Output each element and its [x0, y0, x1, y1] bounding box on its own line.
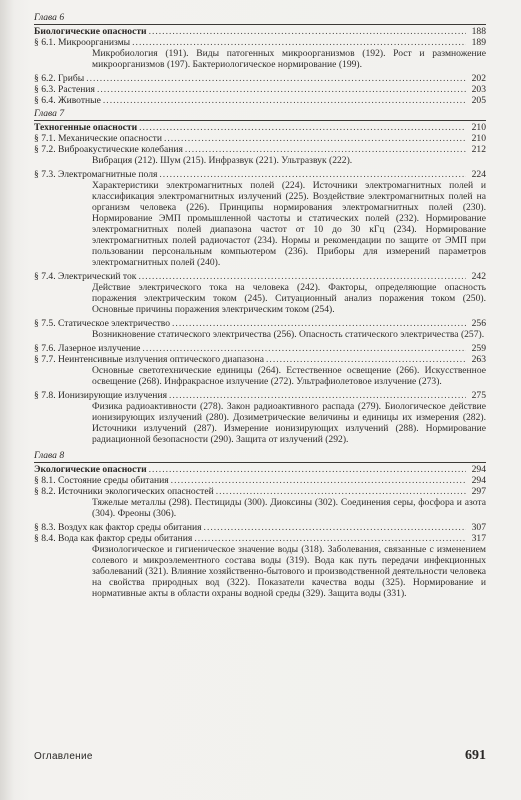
page-ref: 203: [471, 84, 486, 95]
page-ref: 307: [471, 522, 486, 533]
page-ref: 259: [471, 343, 486, 354]
leader-dots: [169, 390, 466, 401]
leader-dots: [132, 37, 466, 48]
divider: [34, 24, 486, 25]
chapter-title: Биологические опасности: [34, 26, 147, 37]
leader-dots: [204, 522, 466, 533]
section-description: Физиологическое и гигиеническое значение воды (318). Заболевания, связанные с изменением солевого и микроэлементного состава воды (319). Вода как путь передачи инфекционных заболеваний (321). Влияние хозяйственно-бытового и производственной деятельности человека на свойства природных вод (322). Показатели качества воды (325). Нормирование и нормативные акты в области охраны водной среды (329). Защита воды (331).: [92, 544, 486, 599]
page-ref: 256: [471, 318, 486, 329]
leader-dots: [142, 343, 466, 354]
leader-dots: [86, 73, 466, 84]
section-row: [34, 486, 486, 497]
page-ref: 189: [471, 37, 486, 48]
section-row: [34, 390, 486, 401]
chapter-label: Глава 6: [34, 12, 65, 23]
section-title: § 7.4. Электрический ток: [34, 271, 137, 282]
section-description: Тяжелые металлы (298). Пестициды (300). Диоксины (302). Соединения серы, фосфора и азота (304). Фреоны (306).: [92, 497, 486, 519]
section-row: [34, 144, 486, 155]
chapter-title: Экологические опасности: [34, 464, 147, 475]
leader-dots: [103, 95, 466, 106]
page-ref: 210: [471, 133, 486, 144]
section-row: [34, 73, 486, 84]
section-title: § 8.1. Состояние среды обитания: [34, 475, 169, 486]
section-row: [34, 354, 486, 365]
chapter-title-row: [34, 26, 486, 37]
section-title: § 8.3. Воздух как фактор среды обитания: [34, 522, 202, 533]
leader-dots: [139, 122, 466, 133]
page-ref: 263: [471, 354, 486, 365]
leader-dots: [149, 464, 466, 475]
chapter-title-row: [34, 464, 486, 475]
chapter-title: Техногенные опасности: [34, 122, 138, 133]
leader-dots: [149, 26, 466, 37]
table-of-contents: [34, 10, 486, 599]
page-ref: 212: [471, 144, 486, 155]
chapter-label: Глава 8: [34, 450, 65, 461]
divider: [34, 120, 486, 121]
section-row: [34, 133, 486, 144]
chapter-label: Глава 7: [34, 108, 65, 119]
section-title: § 6.2. Грибы: [34, 73, 85, 84]
page-ref: 202: [471, 73, 486, 84]
page-ref: 205: [471, 95, 486, 106]
section-row: [34, 84, 486, 95]
page-number: 691: [465, 748, 486, 763]
section-description: Физика радиоактивности (278). Закон радиоактивного распада (279). Биологическое действие ионизирующих излучений (280). Дозиметрические величины и единицы их измерения (282). Источники излучений (287). Измерение ионизирующих излучений (288). Нормирование радиационной безопасности (290). Защита от излучений (292).: [92, 401, 486, 445]
running-footer-label: Оглавление: [34, 751, 93, 762]
section-description: Вибрация (212). Шум (215). Инфразвук (221). Ультразвук (222).: [92, 155, 353, 166]
page-ref: 294: [471, 475, 486, 486]
section-title: § 7.3. Электромагнитные поля: [34, 169, 158, 180]
section-row: [34, 533, 486, 544]
section-row: [34, 475, 486, 486]
page-ref: 294: [471, 464, 486, 475]
leader-dots: [185, 144, 466, 155]
section-row: [34, 37, 486, 48]
leader-dots: [172, 318, 466, 329]
leader-dots: [171, 475, 466, 486]
page-footer: [34, 748, 486, 764]
leader-dots: [159, 169, 466, 180]
section-description: Действие электрического тока на человека (242). Факторы, определяющие опасность поражения электрическим током (245). Ситуационный анализ поражения током (250). Основные причины поражения электрическим током (254).: [92, 282, 486, 315]
section-title: § 8.2. Источники экологических опасностей: [34, 486, 214, 497]
section-description: Характеристики электромагнитных полей (224). Источники электромагнитных полей и классификация электромагнитных излучений (225). Воздействие электромагнитных полей на организм человека (226). Принципы нормирования электромагнитных полей (230). Нормирование ЭМП промышленной частоты и статических полей (232). Нормирование электромагнитных полей диапазона частот от 10 до 30 кГц (234). Нормирование электромагнитных полей радиочастот (234). Нормы и рекомендации по защите от ЭМП при пользовании персональным компьютером (236). Приборы для измерений параметров электромагнитных полей (240).: [92, 180, 486, 268]
page-ref: 224: [471, 169, 486, 180]
leader-dots: [216, 486, 466, 497]
page-ref: 188: [471, 26, 486, 37]
section-title: § 7.7. Неинтенсивные излучения оптического диапазона: [34, 354, 265, 365]
section-row: [34, 271, 486, 282]
leader-dots: [138, 271, 466, 282]
page-ref: 210: [471, 122, 486, 133]
leader-dots: [97, 84, 466, 95]
section-description: Основные светотехнические единицы (264). Естественное освещение (266). Искусственное освещение (268). Инфракрасное излучение (272). Ультрафиолетовое излучение (273).: [92, 365, 486, 387]
section-row: [34, 95, 486, 106]
page-ref: 297: [471, 486, 486, 497]
section-title: § 8.4. Вода как фактор среды обитания: [34, 533, 193, 544]
section-description: Возникновение статического электричества (256). Опасность статического электричества (257).: [92, 329, 485, 340]
section-title: § 7.2. Виброакустические колебания: [34, 144, 183, 155]
section-row: [34, 343, 486, 354]
section-row: [34, 522, 486, 533]
chapter-title-row: [34, 122, 486, 133]
divider: [34, 462, 486, 463]
section-title: § 7.5. Статическое электричество: [34, 318, 171, 329]
section-title: § 7.6. Лазерное излучение: [34, 343, 141, 354]
section-row: [34, 318, 486, 329]
leader-dots: [164, 133, 466, 144]
leader-dots: [266, 354, 466, 365]
section-title: § 6.3. Растения: [34, 84, 95, 95]
leader-dots: [194, 533, 466, 544]
page-ref: 242: [471, 271, 486, 282]
section-title: § 7.8. Ионизирующие излучения: [34, 390, 167, 401]
section-title: § 6.1. Микроорганизмы: [34, 37, 131, 48]
section-title: § 6.4. Животные: [34, 95, 101, 106]
section-title: § 7.1. Механические опасности: [34, 133, 162, 144]
section-description: Микробиология (191). Виды патогенных микроорганизмов (192). Рост и размножение микроорганизмов (197). Бактериологическое нормирование (199).: [92, 48, 486, 70]
section-row: [34, 169, 486, 180]
page-ref: 275: [471, 390, 486, 401]
page-ref: 317: [471, 533, 486, 544]
